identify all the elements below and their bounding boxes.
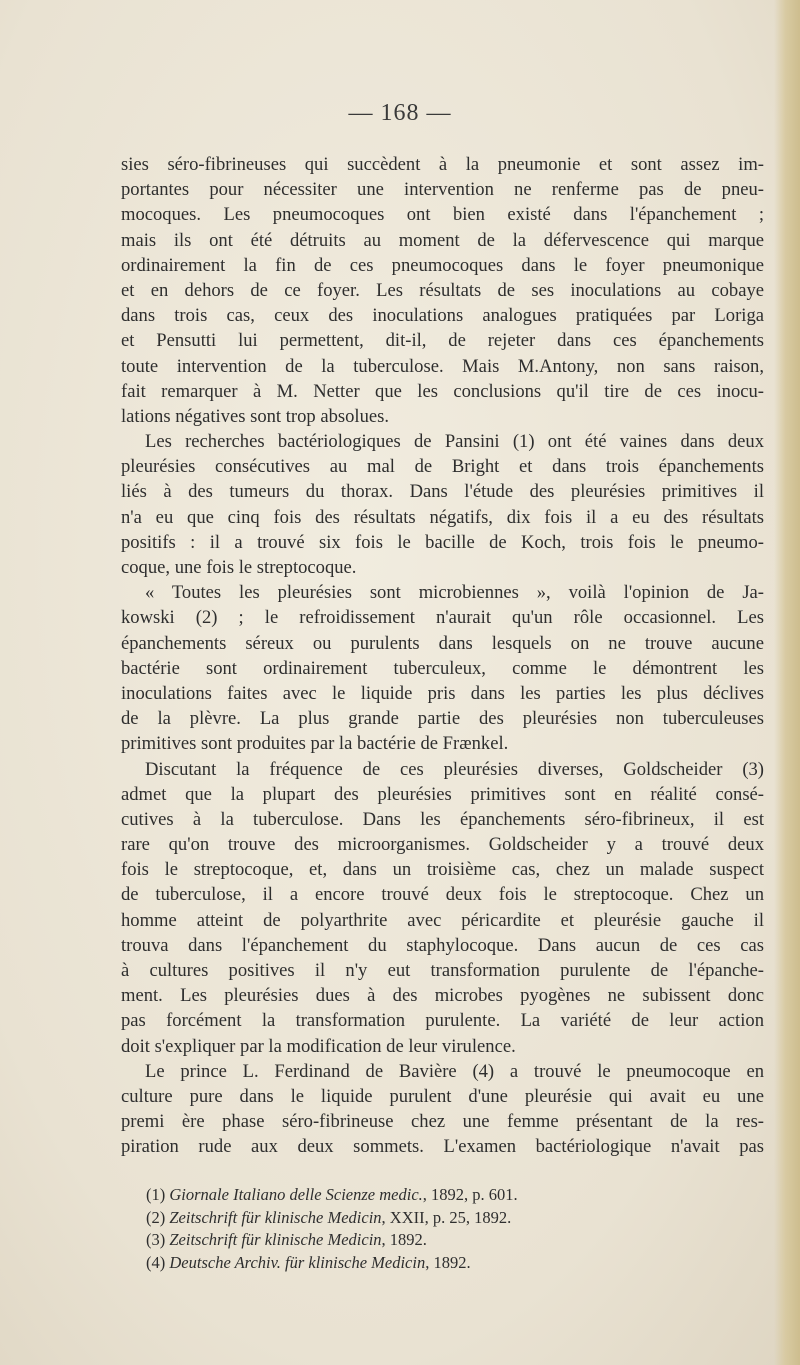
footnote-source: Giornale Italiano delle Scienze medic. [169,1185,423,1204]
page-number: — 168 — [348,100,452,126]
text-line: primitives sont produites par la bactérie de Frænkel. [121,733,509,755]
page-edge [774,0,800,1365]
text-line: ment. Les pleurésies dues à des microbes pyogènes ne subissent donc [121,985,764,1007]
footnote-number: (1) [146,1185,166,1204]
text-line: piration rude aux deux sommets. L'examen bactériologique n'avait pas [121,1136,764,1158]
footnote-details: , 1892. [381,1230,427,1249]
text-line: pleurésies consécutives au mal de Bright et dans trois épanchements [121,456,764,478]
text-line: mais ils ont été détruits au moment de la défervescence qui marque [121,229,764,251]
footnote-source: Zeitschrift für klinische Medicin [169,1230,382,1249]
footnote-details: , 1892. [425,1252,471,1272]
text-line: doit s'expliquer par la modification de leur virulence. [121,1035,516,1057]
text-line: et en dehors de ce foyer. Les résultats de ses inoculations au cobaye [121,279,764,301]
text-line: premi ère phase séro-fibrineuse chez une femme présentant de la res- [121,1111,764,1133]
footnote-number: (3) [146,1230,166,1249]
body-text [121,152,764,1160]
text-line: coque, une fois le streptocoque. [121,557,357,578]
text-line: fait remarquer à M. Netter que les conclusions qu'il tire de ces inocu- [121,380,764,402]
footnote-details: , 1892, p. 601. [422,1185,518,1204]
text-line: à cultures positives il n'y eut transformation purulente de l'épanche- [121,960,764,981]
text-line: mocoques. Les pneumocoques ont bien existé dans l'épanchement ; [121,204,764,226]
footnote [146,1207,746,1230]
text-line: de la plèvre. La plus grande partie des pleurésies non tuberculeuses [121,708,764,730]
footnote [146,1229,746,1252]
text-line: liés à des tumeurs du thorax. Dans l'étude des pleurésies primitives il [121,481,764,503]
text-line: ordinairement la fin de ces pneumocoques dans le foyer pneumonique [121,254,764,276]
text-line: inoculations faites avec le liquide pris dans les parties les plus déclives [121,682,764,704]
paragraph [121,152,764,429]
text-line: n'a eu que cinq fois des résultats négatifs, dix fois il a eu des résultats [121,506,764,528]
text-line: cutives à la tuberculose. Dans les épanchements séro-fibrineux, il est [121,808,764,830]
paragraph [121,1059,764,1160]
text-line: portantes pour nécessiter une intervention ne renferme pas de pneu- [121,179,764,201]
text-line: de tuberculose, il a encore trouvé deux fois le streptocoque. Chez un [121,884,764,906]
text-line: fois le streptocoque, et, dans un troisième cas, chez un malade suspect [121,859,764,881]
footnote [146,1252,746,1275]
text-line: admet que la plupart des pleurésies primitives sont en réalité consé- [121,783,764,805]
text-line: rare qu'on trouve des microorganismes. Goldscheider y a trouvé deux [121,834,764,856]
footnote-source: Zeitschrift für klinische Medicin [169,1207,382,1227]
paragraph [121,580,764,756]
text-line: Discutant la fréquence de ces pleurésies diverses, Goldscheider (3) [145,758,764,780]
text-line: bactérie sont ordinairement tuberculeux, comme le démontrent les [121,657,764,679]
paragraph [121,429,764,580]
text-line: Le prince L. Ferdinand de Bavière (4) a trouvé le pneumocoque en [145,1060,764,1082]
text-line: lations négatives sont trop absolues. [121,405,390,427]
text-line: trouva dans l'épanchement du staphylocoque. Dans aucun de ces cas [121,934,764,956]
text-line: sies séro-fibrineuses qui succèdent à la pneumonie et sont assez im- [121,154,764,175]
text-line: pas forcément la transformation purulente. La variété de leur action [121,1010,764,1032]
footnotes [146,1184,746,1274]
text-line: dans trois cas, ceux des inoculations analogues pratiquées par Loriga [121,305,764,327]
footnote-details: , XXII, p. 25, 1892. [381,1207,512,1227]
text-line: toute intervention de la tuberculose. Mais M.Antony, non sans raison, [121,355,764,377]
footnote-number: (4) [146,1252,166,1272]
paragraph [121,757,764,1059]
footnote-source: Deutsche Archiv. für klinische Medicin [169,1252,426,1272]
footnote-number: (2) [146,1207,166,1227]
text-line: épanchements séreux ou purulents dans lesquels on ne trouve aucune [121,632,764,654]
text-line: et Pensutti lui permettent, dit-il, de rejeter dans ces épanchements [121,330,764,352]
text-line: homme atteint de polyarthrite avec péricardite et pleurésie gauche il [121,909,764,931]
text-line: culture pure dans le liquide purulent d'une pleurésie qui avait eu une [121,1085,764,1107]
text-line: positifs : il a trouvé six fois le bacille de Koch, trois fois le pneumo- [121,531,764,553]
footnote [146,1184,746,1207]
text-line: « Toutes les pleurésies sont microbiennes », voilà l'opinion de Ja- [145,582,764,604]
text-line: Les recherches bactériologiques de Pansini (1) ont été vaines dans deux [145,431,764,453]
text-line: kowski (2) ; le refroidissement n'aurait qu'un rôle occasionnel. Les [121,607,764,629]
